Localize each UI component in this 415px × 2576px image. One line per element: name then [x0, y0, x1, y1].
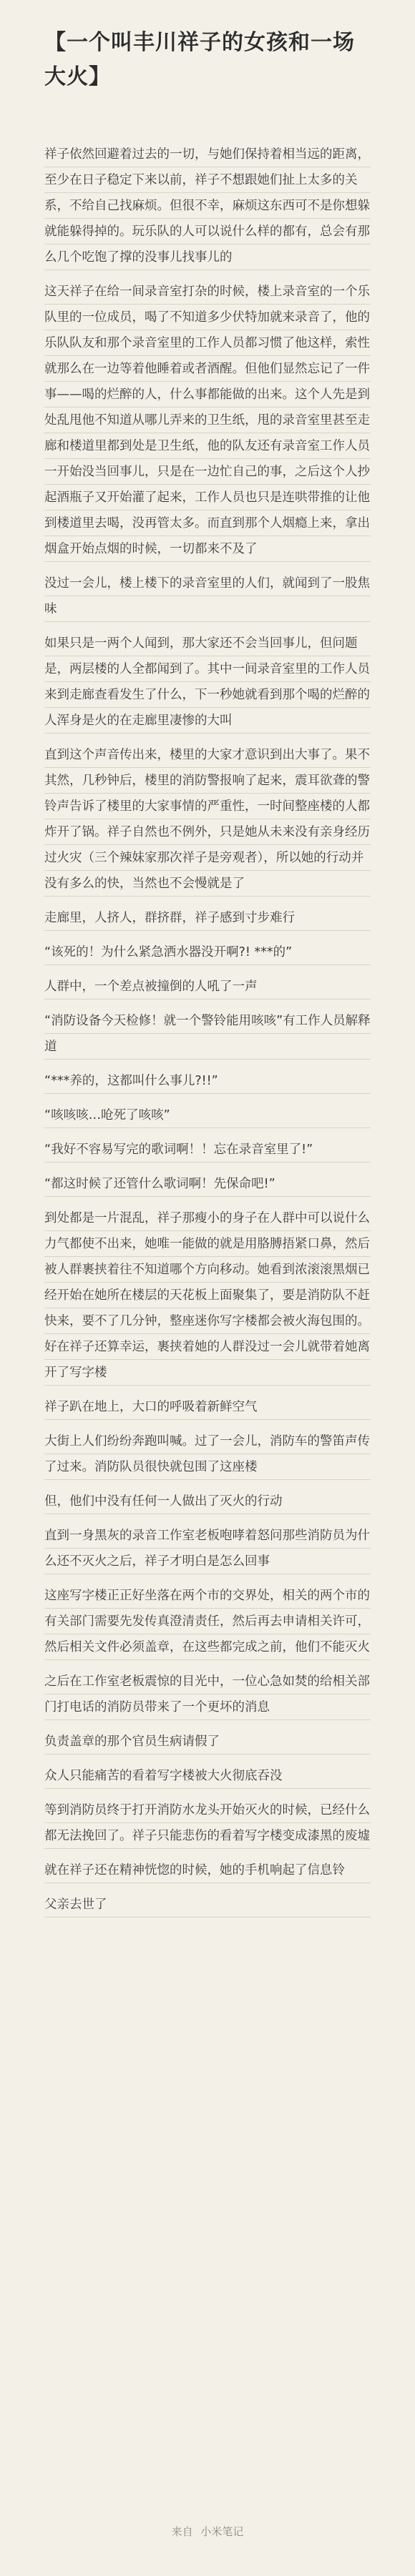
paragraph: 没过一会儿，楼上楼下的录音室里的人们，就闻到了一股焦味: [44, 571, 371, 622]
paragraph: 但，他们中没有任何一人做出了灭火的行动: [44, 1489, 371, 1514]
paragraph: 负责盖章的那个官员生病请假了: [44, 1729, 371, 1755]
paragraph: 人群中，一个差点被撞倒的人吼了一声: [44, 974, 371, 1000]
paragraph: 直到这个声音传出来，楼里的大家才意识到出大事了。果不其然，几秒钟后，楼里的消防警报响了起来，震耳欲聋的警铃声告诉了楼里的大家事情的严重性，一时间整座楼的人都炸开了锅。祥子自然也不例外，只是她从未来没有亲身经历过火灾（三个辣妹家那次祥子是旁观者），所以她的行动并没有多么的快，当然也不会慢就是了: [44, 742, 371, 897]
paragraph: 之后在工作室老板震惊的目光中，一位心急如焚的给相关部门打电话的消防员带来了一个更坏的消息: [44, 1669, 371, 1720]
paragraph: “咳咳咳…呛死了咳咳”: [44, 1102, 371, 1128]
paragraph: 到处都是一片混乱，祥子那瘦小的身子在人群中可以说什么力气都使不出来，她唯一能做的就是用胳膊捂紧口鼻，然后被人群裹挟着往不知道哪个方向移动。她看到浓滚滚黑烟已经开始在她所在楼层的天花板上面聚集了，要是消防队不赶快来，要不了几分钟，整座迷你写字楼都会被火海包围的。好在祥子还算幸运，裹挟着她的人群没过一会儿就带着她离开了写字楼: [44, 1205, 371, 1386]
note-title: 【一个叫丰川祥子的女孩和一场大火】: [44, 30, 355, 89]
app-footer: [0, 2524, 415, 2539]
paragraph: 这座写字楼正正好坐落在两个市的交界处，相关的两个市的有关部门需要先发传真澄清责任，然后再去申请相关许可，然后相关文件必须盖章，在这些都完成之前，他们不能灭火: [44, 1583, 371, 1660]
paragraph: 父亲去世了: [44, 1892, 371, 1918]
paragraph: “该死的！为什么紧急洒水器没开啊?! ***的”: [44, 939, 371, 965]
paragraph: 就在祥子还在精神恍惚的时候，她的手机响起了信息铃: [44, 1857, 371, 1883]
paragraph: “我好不容易写完的歌词啊！！忘在录音室里了!”: [44, 1137, 371, 1163]
footer-from-label: 来自: [171, 2525, 193, 2538]
paragraph: “消防设备今天检修！就一个警铃能用咳咳”有工作人员解释道: [44, 1008, 371, 1060]
note-body: [44, 142, 371, 1918]
paragraph: “都这时候了还管什么歌词啊！先保命吧!”: [44, 1171, 371, 1197]
paragraph: 大街上人们纷纷奔跑叫喊。过了一会儿，消防车的警笛声传了过来。消防队员很快就包围了这座楼: [44, 1428, 371, 1480]
footer-app-name: 小米笔记: [200, 2525, 244, 2538]
paragraph: “***养的，这都叫什么事儿?!!”: [44, 1068, 371, 1094]
paragraph: 走廊里，人挤人，群挤群，祥子感到寸步难行: [44, 905, 371, 931]
paragraph: 众人只能痛苦的看着写字楼被大火彻底吞没: [44, 1763, 371, 1789]
paragraph: 祥子依然回避着过去的一切，与她们保持着相当远的距离，至少在日子稳定下来以前，祥子不想跟她们扯上太多的关系，不给自己找麻烦。但很不幸，麻烦这东西可不是你想躲就能躲得掉的。玩乐队的人可以说什么样的都有，总会有那么几个吃饱了撑的没事儿找事儿的: [44, 142, 371, 270]
paragraph: 这天祥子在给一间录音室打杂的时候，楼上录音室的一个乐队里的一位成员，喝了不知道多少伏特加就来录音了，他的乐队队友和那个录音室里的工作人员都习惯了他这样，索性就那么在一边等着他睡着或者酒醒。但他们显然忘记了一件事——喝的烂醉的人，什么事都能做的出来。这个人先是到处乱甩他不知道从哪儿弄来的卫生纸，甩的录音室里甚至走廊和楼道里都到处是卫生纸，他的队友还有录音室工作人员一开始没当回事儿，只是在一边忙自己的事，之后这个人抄起酒瓶子又开始灌了起来，工作人员也只是连哄带推的让他到楼道里去喝，没再管太多。而直到那个人烟瘾上来，拿出烟盒开始点烟的时候，一切都来不及了: [44, 279, 371, 562]
paragraph: 等到消防员终于打开消防水龙头开始灭火的时候，已经什么都无法挽回了。祥子只能悲伤的看着写字楼变成漆黑的废墟: [44, 1797, 371, 1849]
paragraph: 直到一身黑灰的录音工作室老板咆哮着怒问那些消防员为什么还不灭火之后，祥子才明白是怎么回事: [44, 1523, 371, 1574]
paragraph: 祥子趴在地上，大口的呼吸着新鲜空气: [44, 1394, 371, 1420]
paragraph: 如果只是一两个人闻到，那大家还不会当回事儿，但问题是，两层楼的人全都闻到了。其中一间录音室里的工作人员来到走廊查看发生了什么，下一秒她就看到那个喝的烂醉的人浑身是火的在走廊里凄惨的大叫: [44, 631, 371, 734]
